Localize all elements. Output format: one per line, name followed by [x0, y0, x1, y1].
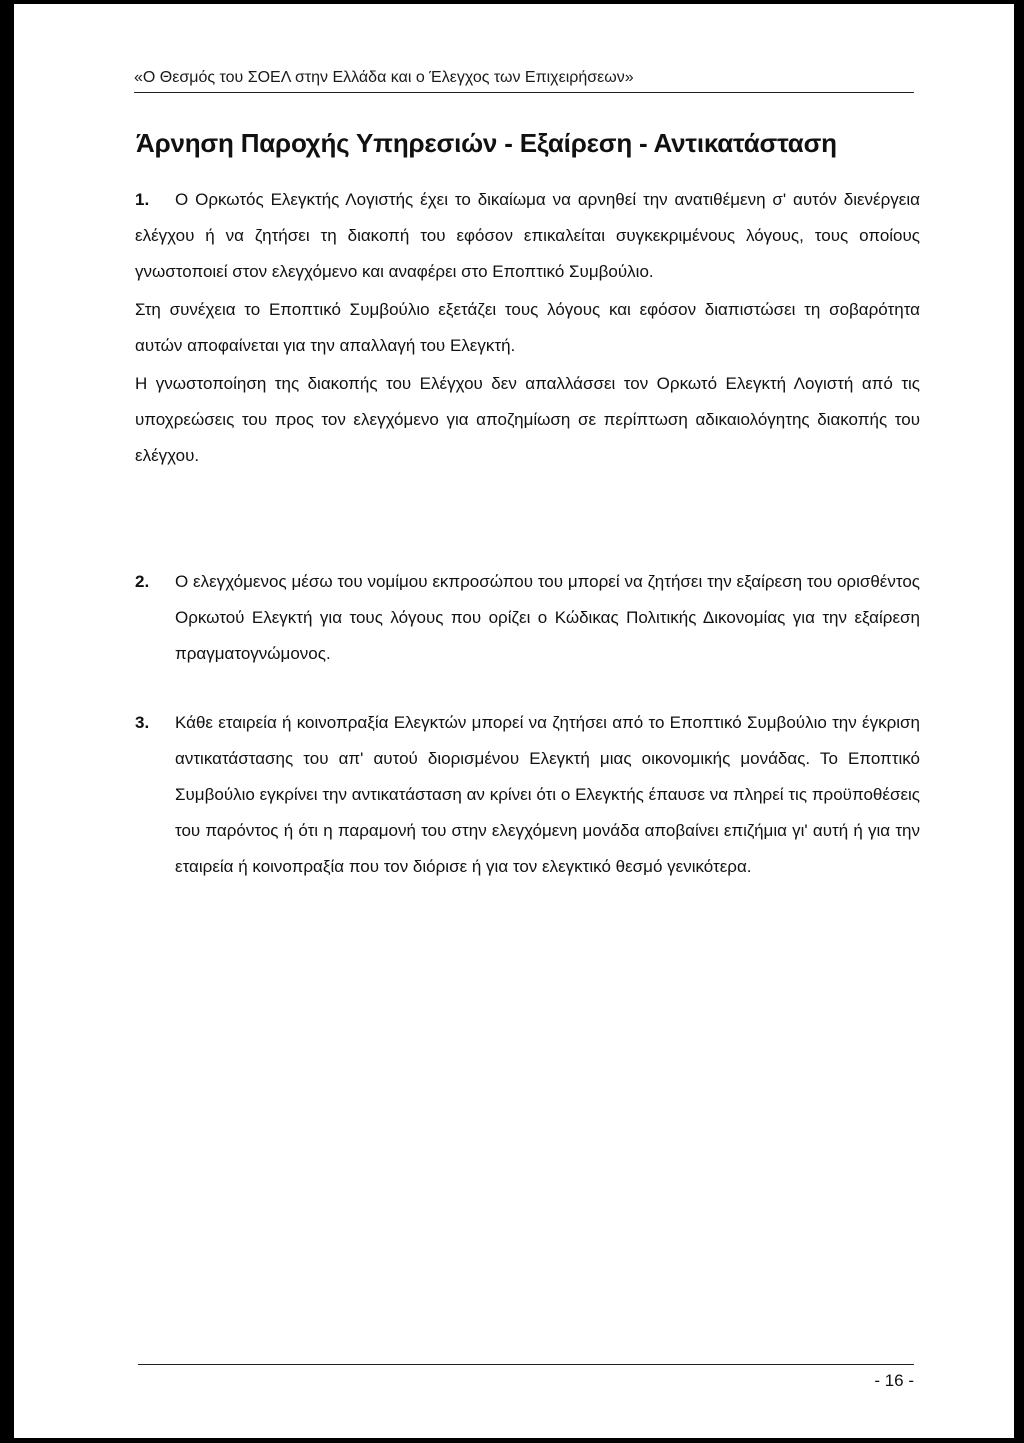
- footer-rule: [138, 1364, 914, 1365]
- header-rule: [134, 92, 914, 93]
- section-number-1: 1.: [135, 190, 150, 209]
- section-1-body: [135, 182, 920, 474]
- section-1-paragraph-2: Στη συνέχεια το Εποπτικό Συμβούλιο εξετάζει τους λόγους και εφόσον διαπιστώσει τη σοβαρότητα αυτών αποφαίνεται για την απαλλαγή του Ελεγκτή.: [135, 300, 920, 355]
- section-2-paragraph-1: Ο ελεγχόμενος μέσω του νομίμου εκπροσώπου του μπορεί να ζητήσει την εξαίρεση του ορισθέντος Ορκωτού Ελεγκτή για τους λόγους που ορίζει ο Κώδικας Πολιτικής Δικονομίας για την εξαίρεση πραγματογνώμονος.: [175, 572, 920, 663]
- section-title: Άρνηση Παροχής Υπηρεσιών - Εξαίρεση - Αντικατάσταση: [136, 128, 837, 158]
- section-3-body: [175, 705, 920, 885]
- section-number-3: 3.: [135, 713, 150, 732]
- section-number-2: 2.: [135, 572, 150, 591]
- section-1-paragraph-3: Η γνωστοποίηση της διακοπής του Ελέγχου δεν απαλλάσσει τον Ορκωτό Ελεγκτή Λογιστή από τις υποχρεώσεις του προς τον ελεγχόμενο για αποζημίωση σε περίπτωση αδικαιολόγητης διακοπής του ελέγχου.: [135, 374, 920, 465]
- running-header: «Ο Θεσμός του ΣΟΕΛ στην Ελλάδα και ο Έλεγχος των Επιχειρήσεων»: [134, 69, 634, 86]
- document-page: [14, 4, 1014, 1438]
- section-3-paragraph-1: Κάθε εταιρεία ή κοινοπραξία Ελεγκτών μπορεί να ζητήσει από το Εποπτικό Συμβούλιο την έγκριση αντικατάστασης του απ' αυτού διορισμένου Ελεγκτή μιας οικονομικής μονάδας. Το Εποπτικό Συμβούλιο εγκρίνει την αντικατάσταση αν κρίνει ότι ο Ελεγκτής έπαυσε να πληρεί τις προϋποθέσεις του παρόντος ή ότι η παραμονή του στην ελεγχόμενη μονάδα αποβαίνει επιζήμια γι' αυτή ή για την εταιρεία ή κοινοπραξία που τον διόρισε ή για τον ελεγκτικό θεσμό γενικότερα.: [175, 713, 920, 876]
- page-number: - 16 -: [874, 1371, 914, 1390]
- section-2-body: [175, 564, 920, 672]
- section-1-paragraph-1: Ο Ορκωτός Ελεγκτής Λογιστής έχει το δικαίωμα να αρνηθεί την ανατιθέμενη σ' αυτόν διενέργεια ελέγχου ή να ζητήσει τη διακοπή του εφόσον επικαλείται συγκεκριμένους λόγους, τους οποίους γνωστοποιεί στον ελεγχόμενο και αναφέρει στο Εποπτικό Συμβούλιο.: [135, 190, 920, 281]
